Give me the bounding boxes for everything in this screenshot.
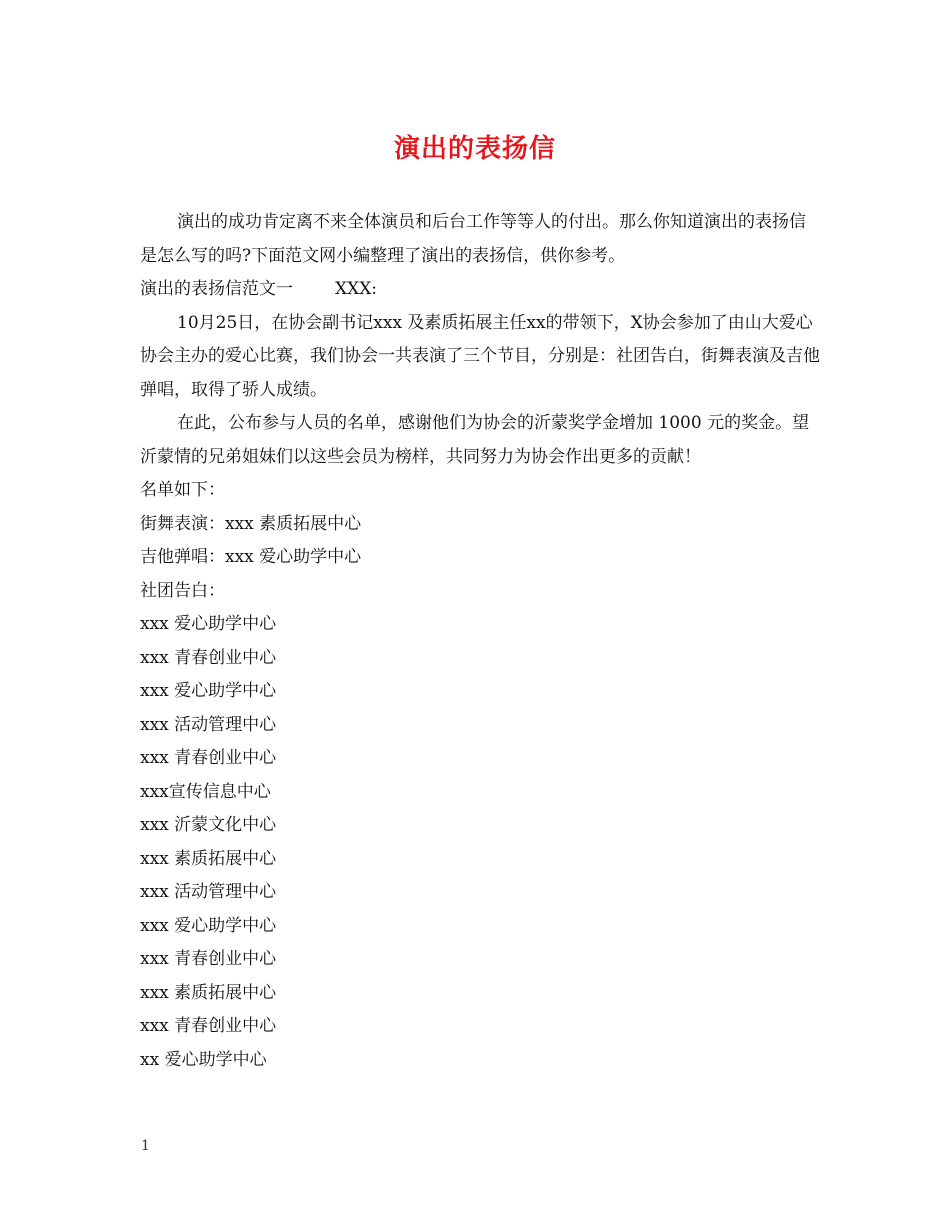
body-paragraph-1: 10月25日，在协会副书记xxx 及素质拓展主任xx的带领下，X协会参加了由山大爱心协会主办的爱心比赛，我们协会一共表演了三个节目，分别是：社团告白，街舞表演及吉他弹唱，取得了骄人成绩。 xyxy=(140,312,820,400)
salutation: XXX: xyxy=(335,279,378,299)
list-item: xxx 青春创业中心 xyxy=(140,1016,277,1036)
page-number: 1 xyxy=(141,1138,150,1154)
list-item: xxx 活动管理中心 xyxy=(140,714,277,735)
list-item: xxx 活动管理中心 xyxy=(140,882,277,902)
list-item: 社团告白： xyxy=(140,580,225,601)
list-item: xxx 爱心助学中心 xyxy=(140,681,277,701)
list-item: 街舞表演：xxx 素质拓展中心 xyxy=(140,513,362,534)
list-item: xxx宣传信息中心 xyxy=(140,781,271,802)
document-body xyxy=(140,206,820,1077)
intro-paragraph: 演出的成功肯定离不来全体演员和后台工作等等人的付出。那么你知道演出的表扬信是怎么写的吗?下面范文网小编整理了演出的表扬信，供你参考。 xyxy=(140,212,806,266)
list-heading: 名单如下： xyxy=(140,480,225,500)
section-heading-line xyxy=(140,273,820,307)
list-item: xxx 素质拓展中心 xyxy=(140,848,277,869)
list-item: xxx 青春创业中心 xyxy=(140,647,277,668)
list-item: xxx 爱心助学中心 xyxy=(140,915,277,936)
list-item: xxx 素质拓展中心 xyxy=(140,982,277,1003)
list-item: xx 爱心助学中心 xyxy=(140,1049,267,1070)
list-item: xxx 沂蒙文化中心 xyxy=(140,815,277,835)
section-heading: 演出的表扬信范文一 xyxy=(140,279,293,299)
body-paragraph-2: 在此，公布参与人员的名单，感谢他们为协会的沂蒙奖学金增加 1000 元的奖金。望沂蒙情的兄弟姐妹们以这些会员为榜样，共同努力为协会作出更多的贡献！ xyxy=(140,413,810,467)
list-item: xxx 青春创业中心 xyxy=(140,949,277,969)
list-item: xxx 青春创业中心 xyxy=(140,748,277,768)
list-item: 吉他弹唱：xxx 爱心助学中心 xyxy=(140,547,362,567)
list-item: xxx 爱心助学中心 xyxy=(140,614,277,634)
document-title: 演出的表扬信 xyxy=(393,134,556,164)
